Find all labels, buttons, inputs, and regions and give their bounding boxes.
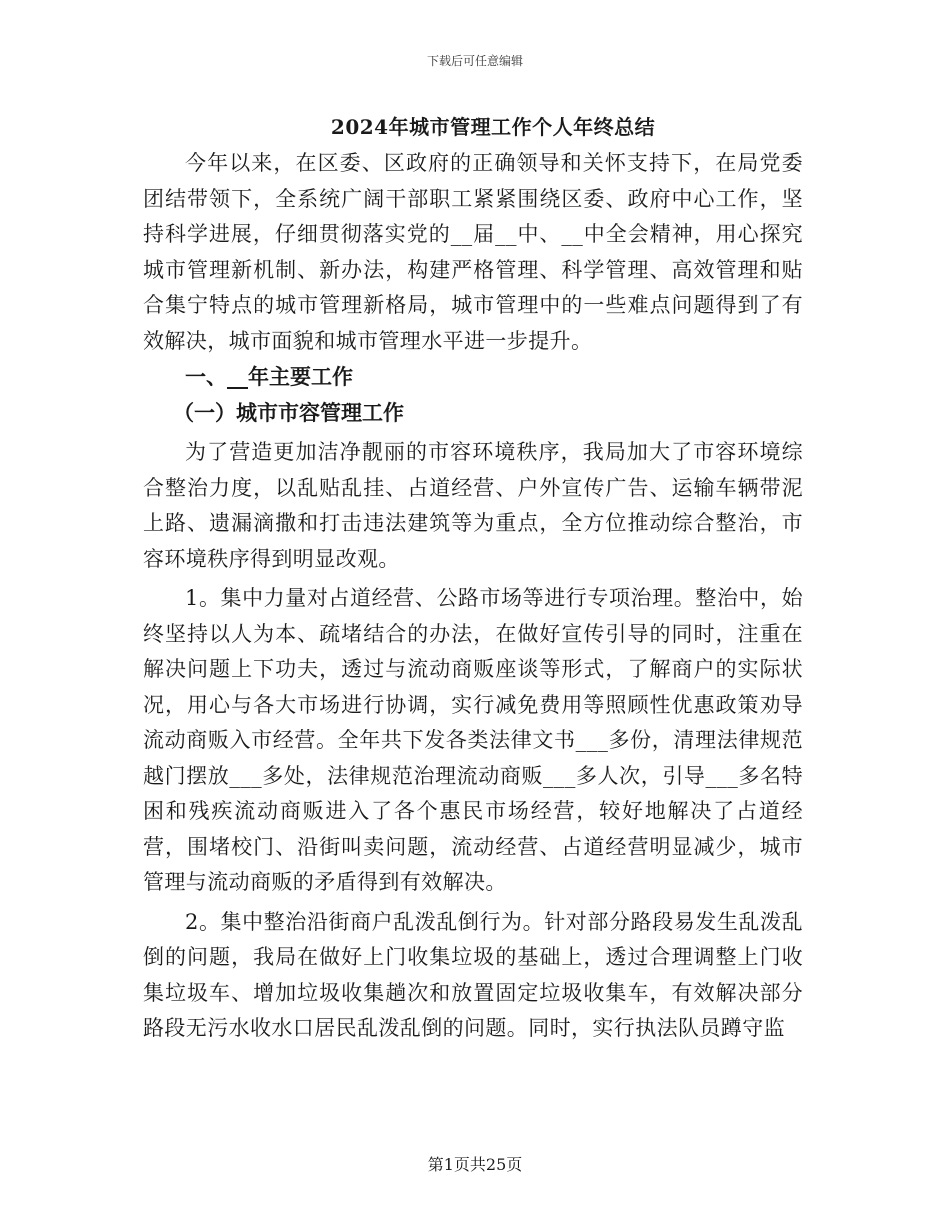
header-note: 下载后可任意编辑	[426, 54, 523, 68]
intro-paragraph: 今年以来，在区委、区政府的正确领导和关怀支持下，在局党委团结带领下，全系统广阔干部职工紧紧围绕区委、政府中心工作，坚持科学进展，仔细贯彻落实党的__届__中、__中全会精神，用心探究城市管理新机制、新办法，构建严格管理、科学管理、高效管理和贴合集宁特点的城市管理新格局，城市管理中的一些难点问题得到了有效解决，城市面貌和城市管理水平进一步提升。	[143, 151, 803, 353]
paragraph-item-2: 2。集中整治沿街商户乱泼乱倒行为。针对部分路段易发生乱泼乱倒的问题，我局在做好上门收集垃圾的基础上，透过合理调整上门收集垃圾车、增加垃圾收集趟次和放置固定垃圾收集车，有效解决部分路段无污水收水口居民乱泼乱倒的问题。同时，实行执法队员蹲守监	[143, 909, 803, 1040]
document-title: 2024年城市管理工作个人年终总结	[330, 115, 656, 139]
paragraph-city-appearance: 为了营造更加洁净靓丽的市容环境秩序，我局加大了市容环境综合整治力度，以乱贴乱挂、占道经营、户外宣传广告、运输车辆带泥上路、遗漏滴撒和打击违法建筑等为重点，全方位推动综合整治，市容环境秩序得到明显改观。	[143, 440, 803, 571]
document-body	[143, 110, 803, 1047]
subsection-heading-1: （一）城市市容管理工作	[173, 400, 404, 425]
page-number: 第1页共25页	[427, 1155, 523, 1174]
section-heading-1: 一、__年主要工作	[185, 364, 353, 389]
paragraph-item-1: 1。集中力量对占道经营、公路市场等进行专项治理。整治中，始终坚持以人为本、疏堵结合的办法，在做好宣传引导的同时，注重在解决问题上下功夫，透过与流动商贩座谈等形式，了解商户的实际状况，用心与各大市场进行协调，实行减免费用等照顾性优惠政策劝导流动商贩入市经营。全年共下发各类法律文书___多份，清理法律规范越门摆放___多处，法律规范治理流动商贩___多人次，引导___多名特困和残疾流动商贩进入了各个惠民市场经营，较好地解决了占道经营，围堵校门、沿街叫卖问题，流动经营、占道经营明显减少，城市管理与流动商贩的矛盾得到有效解决。	[143, 586, 803, 894]
